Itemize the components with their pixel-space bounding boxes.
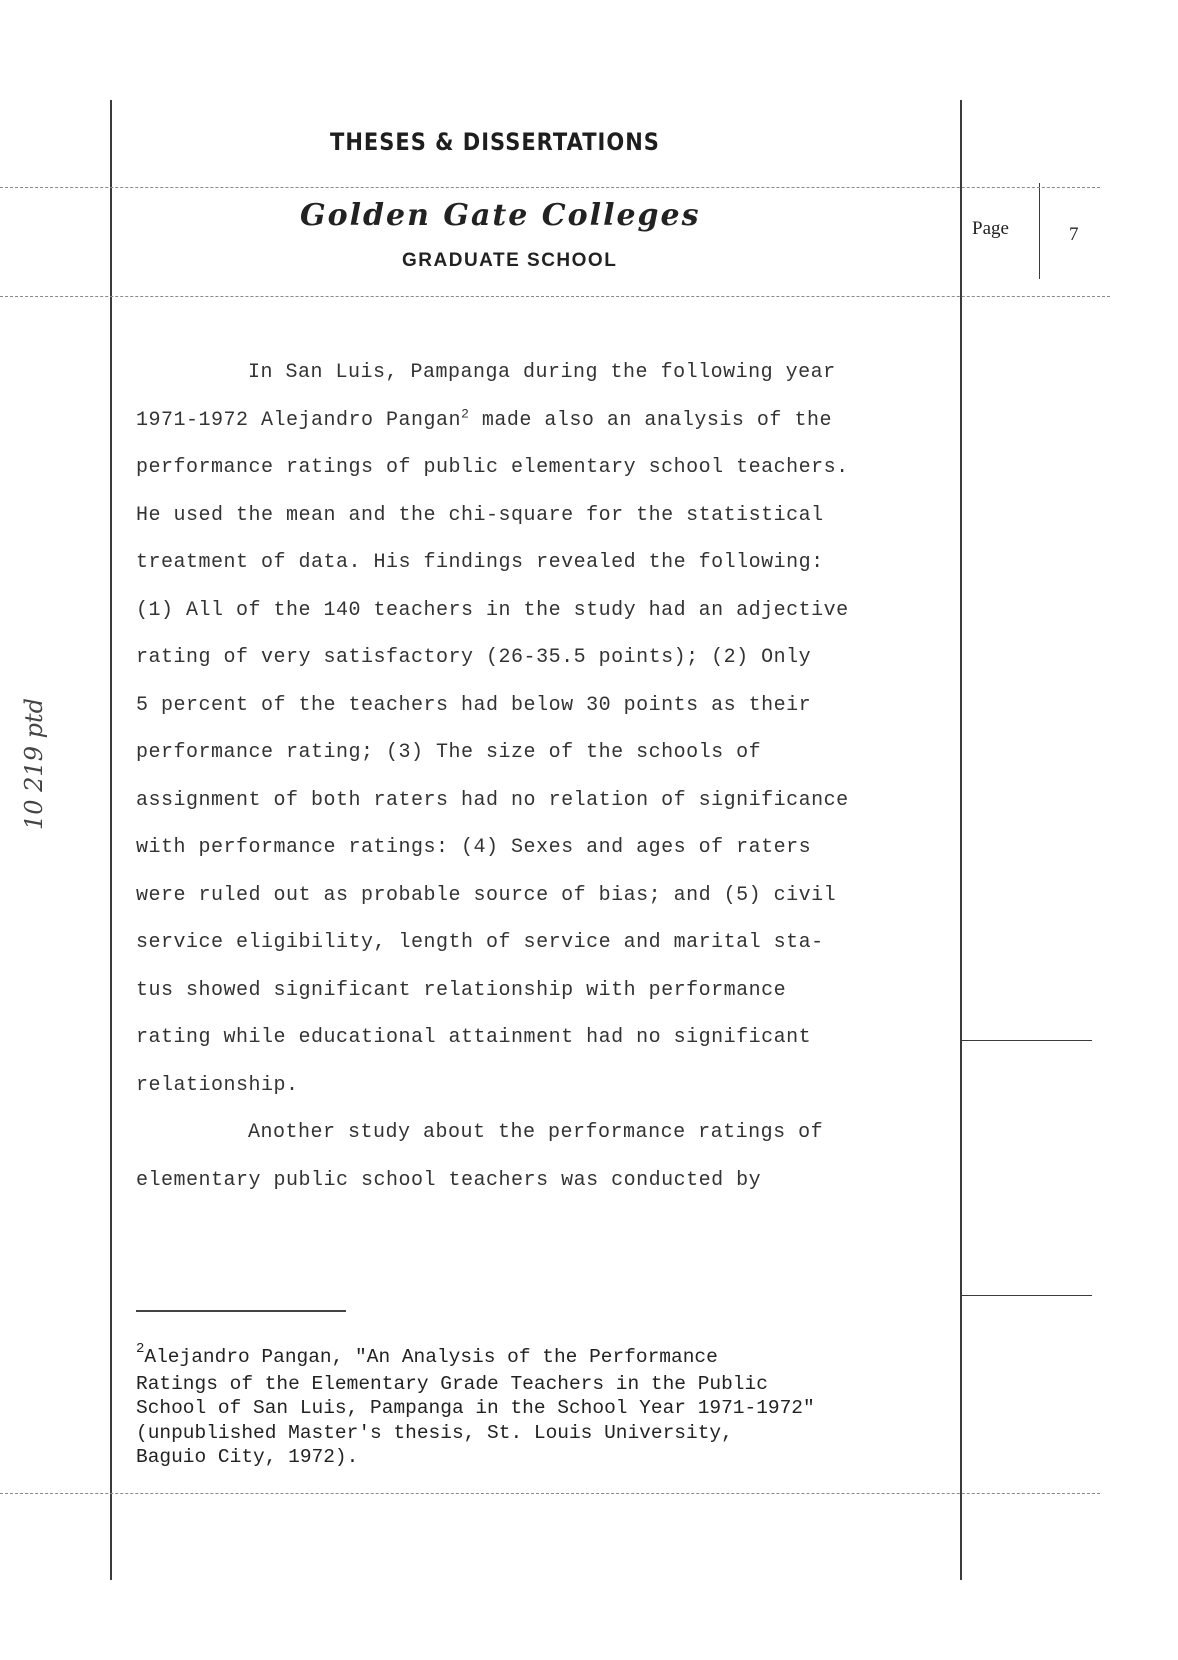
text-line: performance rating; (3) The size of the schools of (136, 741, 762, 764)
text-line: Another study about the performance ratings of (248, 1121, 824, 1144)
header-rule-bottom (0, 296, 1110, 297)
text-line: 1971-1972 Alejandro Pangan$^2$ made also an analysis of the (136, 405, 832, 432)
text-line: with performance ratings: (4) Sexes and ages of raters (136, 836, 812, 859)
footnote-separator (136, 1310, 346, 1312)
text-line: elementary public school teachers was conducted by (136, 1168, 762, 1192)
footnote-reference: 2 (461, 405, 470, 421)
footnote (136, 1341, 976, 1470)
bottom-rule (0, 1493, 1100, 1494)
text-line: He used the mean and the chi-square for the statistical (136, 503, 824, 527)
text-line: performance ratings of public elementary school teachers. (136, 456, 849, 479)
right-margin-tick (962, 1295, 1092, 1296)
header-rule-top (0, 187, 1100, 188)
page-number: 7 (1069, 224, 1079, 245)
body-text (136, 349, 966, 1204)
footnote-text: Alejandro Pangan, "An Analysis of the Performance Ratings of the Elementary Grade Teachers in the Public School of San Luis, Pampanga in the School Year 1971-1972" (unpublished Master's thesis, St. Louis University, Baguio City, 1972). (136, 1346, 815, 1468)
handwritten-margin-note: 10 219 ptd (20, 698, 48, 830)
text-line: relationship. (136, 1073, 299, 1097)
text-line: assignment of both raters had no relation of significance (136, 788, 849, 812)
text-line: service eligibility, length of service and marital sta- (136, 931, 824, 954)
footnote-mark: 2 (136, 1341, 145, 1357)
college-name: Golden Gate Colleges (300, 198, 701, 233)
text-line: rating of very satisfactory (26-35.5 points); (2) Only (136, 646, 812, 669)
page-label: Page (972, 218, 1009, 239)
text-line: rating while educational attainment had no significant (136, 1026, 812, 1049)
page-box-divider (1039, 183, 1040, 279)
text-line: were ruled out as probable source of bias; and (5) civil (136, 883, 837, 907)
text-line: tus showed significant relationship with performance (136, 978, 787, 1002)
right-margin-tick (962, 1040, 1092, 1041)
text-line: In San Luis, Pampanga during the following year (248, 361, 836, 384)
text-line: 5 percent of the teachers had below 30 points as their (136, 693, 812, 717)
graduate-school-label: GRADUATE SCHOOL (402, 250, 618, 271)
text-line: treatment of data. His findings revealed the following: (136, 551, 824, 574)
left-margin-rule (110, 100, 112, 1580)
text-line: (1) All of the 140 teachers in the study had an adjective (136, 598, 849, 622)
theses-stamp: THESES & DISSERTATIONS (330, 128, 660, 156)
